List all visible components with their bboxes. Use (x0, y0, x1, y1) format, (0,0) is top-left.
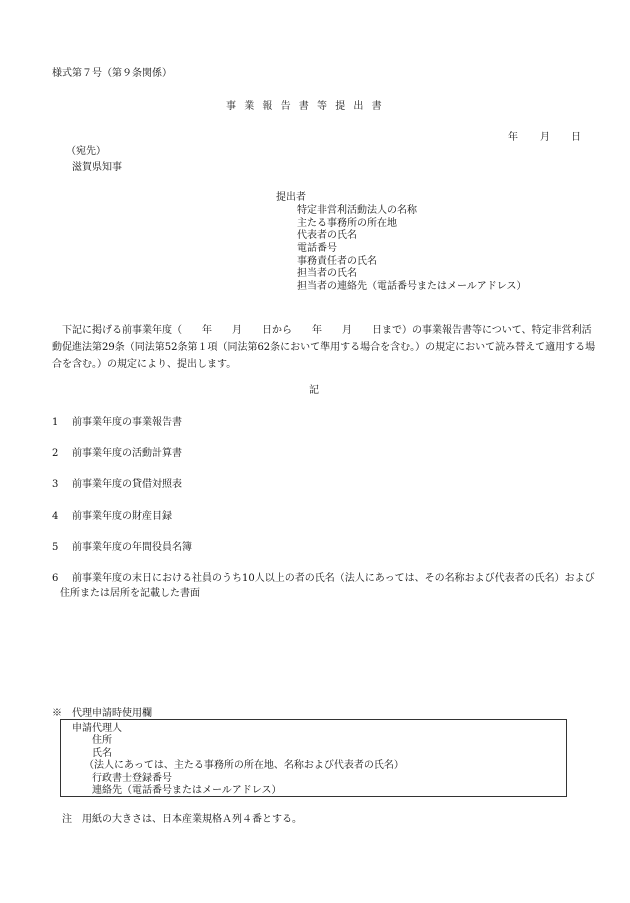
item-text: 前事業年度の財産目録 (72, 511, 172, 522)
proxy-label: 申請代理人 (72, 723, 122, 734)
submitter-field-phone: 電話番号 (297, 243, 337, 255)
item-text: 前事業年度の活動計算書 (72, 448, 182, 459)
submitter-label: 提出者 (276, 192, 306, 203)
item-number: 6 (52, 573, 59, 584)
date-day: 日 (571, 132, 581, 143)
list-item (52, 447, 182, 460)
item-number: 5 (52, 542, 59, 553)
body-paragraph (52, 322, 596, 373)
submitter-field-office-manager: 事務責任者の氏名 (297, 255, 377, 267)
submitter-field-contact-info: 担当者の連絡先（電話番号またはメールアドレス） (297, 281, 527, 293)
submitter-field-contact-person: 担当者の氏名 (297, 268, 357, 280)
date-year: 年 (508, 132, 518, 143)
list-item (52, 416, 182, 429)
list-item (52, 541, 192, 554)
submitter-field-org-name: 特定非営利活動法人の名称 (297, 205, 417, 216)
item-text: 前事業年度の年間役員名簿 (72, 542, 192, 553)
list-item (52, 478, 182, 491)
proxy-contact: 連絡先（電話番号またはメールアドレス） (92, 785, 282, 796)
paper-size-note: 注 用紙の大きさは、日本産業規格Ａ列４番とする。 (62, 814, 302, 825)
proxy-address: 住所 (92, 735, 112, 746)
submitter-fields (297, 204, 527, 293)
item-number: 3 (52, 479, 59, 490)
proxy-section-box (60, 719, 567, 797)
list-item (52, 510, 172, 523)
ki-heading: 記 (309, 385, 319, 396)
item-number: 1 (52, 417, 59, 428)
date-line (508, 131, 581, 144)
date-month: 月 (540, 132, 550, 143)
body-line: 合を含む。）の規定により、提出します。 (52, 359, 237, 370)
proxy-name: 氏名 (92, 748, 112, 759)
proxy-registration-number: 行政書士登録番号 (92, 773, 172, 784)
item-text: 前事業年度の貸借対照表 (72, 479, 182, 490)
body-line: 下記に掲げる前事業年度（ 年 月 日から 年 月 日まで）の事業報告書等について、特定非営利活 (62, 325, 592, 336)
item-text: 前事業年度の事業報告書 (72, 417, 182, 428)
submitter-field-representative: 代表者の氏名 (297, 230, 357, 242)
form-number: 様式第７号（第９条関係） (52, 68, 172, 79)
item-number: 2 (52, 448, 59, 459)
body-line: 動促進法第29条（同法第52条第１項（同法第62条において準用する場合を含む。）の規定において読み替えて適用する場 (52, 342, 596, 353)
item-continuation: 住所または居所を記載した書面 (60, 588, 200, 599)
list-item (52, 572, 595, 585)
addressee-label: （宛先） (66, 146, 106, 157)
proxy-section-heading: ※ 代理申請時使用欄 (52, 708, 152, 719)
submitter-field-office-address: 主たる事務所の所在地 (297, 217, 397, 229)
document-title: 事業報告書等提出書 (226, 101, 390, 112)
item-text: 前事業年度の末日における社員のうち10人以上の者の氏名（法人にあっては、その名称および代表者の氏名）および (72, 573, 595, 584)
addressee-name: 滋賀県知事 (72, 162, 122, 173)
item-number: 4 (52, 511, 59, 522)
proxy-corporate-note: （法人にあっては、主たる事務所の所在地、名称および代表者の氏名） (84, 760, 404, 771)
